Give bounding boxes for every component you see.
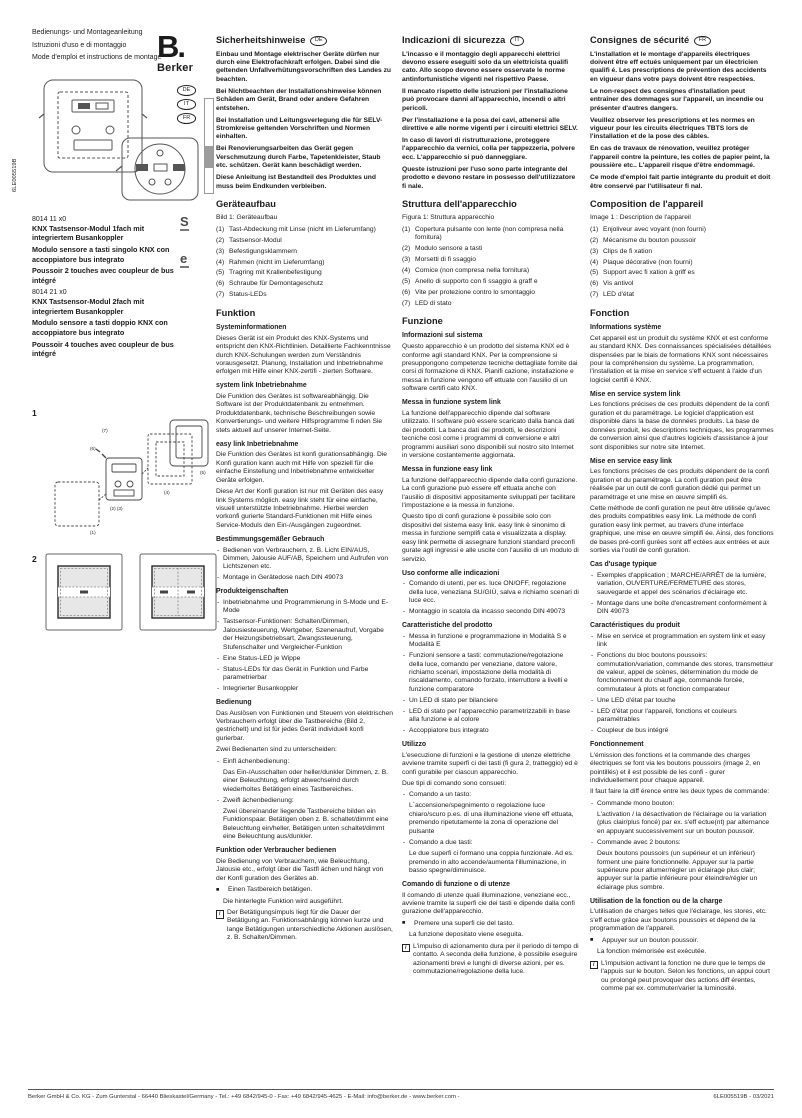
bullet-text: Tastsensor-Funktionen: Schalten/Dimmen, Jalousiesteuerung, Wertgeber, Szenenaufruf, Vorgabe der Heizungsbetriebsart, Zwangssteuerung, Stufenschalter und Vergleicher-Funktion: [223, 618, 384, 651]
bullet-text: Montage in Gerätedose nach DIN 49073: [223, 574, 344, 582]
bullet-item: [590, 600, 774, 617]
subsection-heading: Funktion oder Verbraucher bedienen: [216, 847, 337, 855]
bullet-text: Mise en service et programmation en system link et easy link: [597, 632, 766, 649]
note-text: Der Betätigungsimpuls liegt für die Dauer der Betätigung an. Funktionsabhängig können kurze und lange Betätigungen unterschiedliche Aktionen auslösen, z. B. Schalten/Dimmen.: [227, 909, 393, 942]
safety-paragraph: Bei Nichtbeachten der Installationshinweise können Schäden am Gerät, Brand oder andere Gefahren entstehen.: [216, 87, 382, 112]
bullet-text: Messa in funzione e programmazione in Modalità S e Modalità E: [409, 632, 567, 649]
paragraph: Il faut faire la diff érence entre les deux types de commande:: [590, 788, 770, 796]
bullet-item: [402, 580, 579, 605]
step-text: Appuyer sur un bouton poussoir.: [602, 936, 699, 944]
legend-number: (1): [402, 225, 411, 233]
legend-number: (1): [216, 225, 225, 233]
safety-paragraph: In caso di lavori di ristrutturazione, proteggere l'apparecchio da vernici, colla per tappezzeria, polvere ecc. L'apparecchio si può danneggiare.: [402, 136, 575, 161]
knx-s-mode-icon: S: [180, 214, 189, 229]
section-heading: [402, 35, 579, 46]
legend-text: Mécanisme du bouton poussoir: [603, 236, 696, 244]
dash-bullet: -: [591, 707, 594, 715]
language-badge-de: DE: [177, 85, 196, 96]
paragraph: L'utilisation de charges telles que l'éclairage, les stores, etc. s'eff ectue grâce aux boutons poussoirs et dépend de la programmation de l'appareil.: [590, 908, 767, 933]
bullet-item: [590, 652, 774, 694]
bullet-text: Commande mono bouton:: [597, 799, 675, 807]
paragraph: Les fonctions précises de ces produits dépendent de la confi guration et du paramétrage. Le logiciel d'application est disponible dans la base de données produits. La base de données produit, les descriptions techniques, les programmes de conversion ainsi que d'autres logiciels d'assistance à jour sont disponibles sur notre site Internet.: [590, 401, 774, 451]
bullet-text: Einfl ächenbedienung:: [223, 757, 290, 765]
subsection-heading: Messa in funzione system link: [402, 399, 501, 407]
legend-number: (5): [216, 269, 225, 277]
legend-text: LED di stato: [415, 299, 452, 307]
legend-number: (5): [590, 269, 599, 277]
svg-text:(2) (3): (2) (3): [110, 506, 123, 511]
section-heading: Geräteaufbau: [216, 199, 276, 210]
language-badge-inline: DE: [310, 36, 327, 47]
column-german: [216, 35, 393, 946]
paragraph: Cette méthode de confi guration ne peut être utilisée qu'avec des produits compatibles easy link. La méthode de confi guration easy link permet, au travers d'une interface graphique, une mise en œuvre simplifi ée. Ainsi, des fonctions de bases pré-confi gurées sont aff ectées aux entrées et aux sorties via l'outil de confi guration.: [590, 505, 774, 555]
dash-bullet: -: [403, 707, 406, 715]
product-name-it: Modulo sensore a tasti singolo KNX con accoppiatore bus integrato: [32, 245, 170, 264]
bullet-item: [402, 708, 579, 725]
paragraph: Dieses Gerät ist ein Produkt des KNX-Systems und entspricht den KNX-Richtlinien. Detaillierte Fachkenntnisse durch KNX-Schulungen werden zum Verständnis vorausgesetzt. Planung, Installation und Inbetriebnahme erfolgen mit Hilfe einer KNX-zertifi - zierten Software.: [216, 334, 391, 376]
paragraph: Questo apparecchio è un prodotto del sistema KNX ed è conforme agli standard KNX. Per la comprensione si presuppongono competenze tecniche dettagliate fornite dai corsi di formazione di KNX. Pianifi cazione, installazione e messa in funzione vengono eff ettuate con l'ausilio di un software certifi cato KNX.: [402, 343, 578, 393]
bullet-item: [216, 618, 393, 652]
subsection-heading: Utilisation de la fonction ou de la charge: [590, 897, 723, 905]
legend-number: (7): [216, 291, 225, 299]
note-text: L'impulso di azionamento dura per il periodo di tempo di contatto. A seconda della funzione, è possibile eseguire azionamenti brevi e lunghi di diverse azioni, per es. commutazione/regolazione della luce.: [413, 942, 579, 976]
paragraph: L'esecuzione di funzioni e la gestione di utenze elettriche avviene tramite superfi ci dei tasti (fi gura 2, tratteggio) ed è confi gurabile per ciascun apparecchio.: [402, 751, 578, 776]
bullet-text: Accoppiatore bus integrato: [409, 727, 489, 735]
bullet-item: [402, 608, 579, 616]
step-text: Einen Tastbereich betätigen.: [228, 886, 313, 894]
sub-paragraph: La funzione depositato viene eseguita.: [409, 931, 524, 939]
subsection-heading: easy link Inbetriebnahme: [216, 440, 299, 448]
paragraph: Die Funktion des Gerätes ist softwareabhängig. Die Software ist der Produktdatenbank zu entnehmen. Produktdatenbank, technische Beschreibungen sowie Konvertierungs- und weitere Hilfsprogramme fi nden Sie stets aktuell auf unserer Internet-Seite.: [216, 393, 383, 434]
legend-text: Enjoliveur avec voyant (non fourni): [603, 225, 706, 233]
dash-bullet: -: [403, 580, 406, 588]
bullet-text: Montaggio in scatola da incasso secondo DIN 49073: [409, 608, 566, 616]
dash-bullet: -: [591, 799, 594, 807]
legend-text: Tragring mit Krallenbefestigung: [229, 269, 322, 277]
action-step: [590, 937, 774, 945]
safety-paragraph: Veuillez observer les prescriptions et les normes en vigueur pour les circuits électriques TBTS lors de l'installation et de la pose des câbles.: [590, 116, 755, 141]
subsection-heading: Informations système: [590, 323, 662, 331]
info-icon: i: [402, 944, 410, 953]
title-it: Istruzioni d'uso e di montaggio: [32, 41, 127, 49]
sub-paragraph: Die hinterlegte Funktion wird ausgeführt.: [223, 897, 344, 905]
heading-text: Sicherheitshinweise: [216, 35, 306, 45]
legend-text: Vis antivol: [603, 280, 634, 288]
action-step: [216, 886, 393, 894]
dash-bullet: -: [217, 757, 220, 765]
dash-bullet: -: [217, 684, 220, 692]
bullet-text: Un LED di stato per bilanciere: [409, 696, 498, 704]
column-french: [590, 35, 774, 996]
subsection-heading: Bestimmungsgemäßer Gebrauch: [216, 535, 325, 543]
dash-bullet: -: [591, 632, 594, 640]
legend-text: Modulo sensore a tasti: [415, 245, 483, 253]
bullet-text: Comando di utenti, per es. luce ON/OFF, regolazione della luce, veneziana SU/GIÙ, salva e richiamo scenari di luce ecc.: [409, 580, 579, 605]
figure-1-label: 1: [32, 408, 37, 418]
subsection-heading: Cas d'usage typique: [590, 561, 657, 569]
title-de: Bedienungs- und Montageanleitung: [32, 29, 143, 36]
dash-bullet: -: [217, 665, 220, 673]
bullet-item: [216, 655, 393, 663]
dash-bullet: -: [217, 654, 220, 662]
bullet-text: Integrierter Busankoppler: [223, 684, 299, 692]
safety-paragraph: Il mancato rispetto delle istruzioni per l'installazione può provocare danni all'apparecchio, incendi o altri pericoli.: [402, 87, 568, 112]
dash-bullet: -: [403, 632, 406, 640]
legend-text: Cornice (non compresa nella fornitura): [415, 266, 530, 274]
subsection-heading: Caratteristiche del prodotto: [402, 622, 493, 629]
column-italian: [402, 35, 579, 980]
legend-text: Support avec fi xation à griff es: [603, 269, 695, 277]
dash-bullet: -: [403, 608, 406, 616]
dash-bullet: -: [217, 796, 220, 804]
heading-text: Consignes de sécurité: [590, 35, 690, 45]
square-bullet-icon: ■: [216, 886, 220, 893]
section-heading: Composition de l'appareil: [590, 199, 704, 210]
legend-number: (7): [590, 291, 599, 299]
figure-2-switch-fronts: [42, 550, 220, 636]
info-icon: i: [216, 910, 224, 919]
step-text: Premere una superfi cie del tasto.: [414, 919, 514, 927]
footer-divider: [28, 1089, 774, 1090]
figure-legend-item: [216, 259, 393, 267]
bullet-text: Exemples d'application ; MARCHE/ARRÊT de la lumière, variation, OUVERTURE/FERMETURE des stores, sauvegarde et appel des scénarios d'éclairage etc.: [597, 571, 767, 596]
legend-text: Tastsensor-Modul: [229, 236, 282, 244]
paragraph: Il comando di utenze quali illuminazione, veneziane ecc., avviene tramite la superfi cie dei tasti e dipende dalla confi gurazione dell'apparecchio.: [402, 891, 575, 916]
language-badge-fr: FR: [177, 113, 196, 124]
legend-number: (3): [402, 256, 411, 263]
dash-bullet: -: [591, 696, 594, 704]
safety-paragraph: Bei Renovierungsarbeiten das Gerät gegen Verschmutzung durch Farbe, Tapetenkleister, Staub etc. schützen. Gerät kann beschädigt werden.: [216, 145, 381, 170]
safety-paragraph: Per l'installazione e la posa dei cavi, attenersi alle direttive e alle norme vigenti per i circuiti elettrici SELV.: [402, 116, 578, 132]
safety-paragraph: Einbau und Montage elektrischer Geräte dürfen nur durch eine Elektrofachkraft erfolgen. Dabei sind die geltenden Unfallverhütungsvorschriften des Landes zu beachten.: [216, 50, 392, 83]
figure-legend-item: [402, 300, 579, 308]
bullet-item: [216, 797, 393, 805]
dash-bullet: -: [217, 546, 220, 554]
info-icon: i: [590, 961, 598, 970]
figure-legend-item: [590, 248, 774, 256]
legend-number: (4): [590, 258, 599, 266]
section-heading: Funktion: [216, 307, 256, 318]
sub-paragraph: Zwei übereinander liegende Tastbereiche bilden ein Funktionspaar. Betätigen oben z. B. schaltet/dimmt eine Beleuchtung ein/heller, Betätigen unten schaltet/dimmt eine Beleuchtung aus/dunkler.: [223, 807, 389, 841]
figure-legend-item: [216, 226, 393, 234]
paragraph: Les fonctions précises de ces produits dépendent de la confi guration et du paramétrage. La confi guration peut être réalisée par un outil de confi guration dédié qui permet un paramétrage et une mise en œuvre simplifi és.: [590, 468, 770, 501]
dash-bullet: -: [217, 618, 220, 626]
bullet-text: LED d'état pour l'appareil, fonctions et couleurs paramétrables: [597, 707, 737, 724]
legend-number: (6): [590, 280, 599, 288]
figure-legend-item: [216, 237, 393, 245]
bullet-text: Inbetriebnahme und Programmierung in S-Mode und E-Mode: [223, 598, 389, 615]
paragraph: Figura 1: Struttura apparecchio: [402, 214, 495, 222]
product-code: 8014 11 x0: [32, 216, 67, 223]
section-heading: Funzione: [402, 316, 443, 327]
bullet-item: [590, 697, 774, 705]
sub-paragraph: L´accensione/spegnimento o regolazione luce chiaro/scuro p.es. di una illuminazione viene eff ettuata, premendo ripetutamente la zona di operazione del pulsante: [409, 802, 574, 835]
square-bullet-icon: ■: [590, 937, 594, 944]
berker-logo: [157, 29, 207, 74]
svg-text:(6): (6): [90, 446, 96, 451]
paragraph: Das Auslösen von Funktionen und Steuern von elektrischen Verbrauchern erfolgt über die Tastbereiche (Bild 2, gestrichelt) und ist für jedes Gerät individuell konfi gurierbar.: [216, 709, 393, 742]
svg-text:(4): (4): [164, 490, 170, 495]
bullet-text: Comando a due tasti:: [409, 839, 473, 847]
bullet-text: Bedienen von Verbrauchern, z. B. Licht EIN/AUS, Dimmen, Jalousie AUF/AB, Speichern und Aufrufen von Lichtszenen etc.: [223, 546, 389, 571]
product-code: 8014 21 x0: [32, 289, 67, 297]
paragraph: La funzione dell'apparecchio dipende dalla confi gurazione. La confi gurazione può essere eff ettuata anche con l'ausilio di dispositivi appositamente sviluppati per facilitare l'impostazione e la messa in funzione.: [402, 476, 578, 509]
bullet-item: [590, 633, 774, 650]
dash-bullet: -: [591, 727, 594, 735]
safety-paragraph: Le non-respect des consignes d'installation peut entraîner des dommages sur l'appareil, un incendie ou présenter d'autres dangers.: [590, 87, 764, 112]
dash-bullet: -: [591, 599, 594, 607]
language-badge-inline: FR: [694, 36, 710, 47]
legend-text: Tast-Abdeckung mit Linse (nicht im Lieferumfang): [229, 225, 376, 233]
svg-text:(7): (7): [102, 428, 108, 433]
bullet-item: [590, 727, 774, 735]
bullet-item: [216, 574, 393, 582]
product-name-it: Modulo sensore a tasti doppio KNX con accoppiatore bus integrato: [32, 318, 168, 337]
legend-number: (4): [216, 258, 225, 266]
legend-number: (4): [402, 266, 411, 274]
paragraph: Die Bedienung von Verbrauchern, wie Beleuchtung, Jalousie etc., erfolgt über die Tastfl ächen und hängt von der Konfi guration des Gerätes ab.: [216, 857, 384, 882]
product-name-de: KNX Tastsensor-Modul 2fach mit integriertem Busankoppler: [32, 297, 145, 316]
bullet-item: [402, 839, 579, 847]
subsection-heading: Comando di funzione o di utenze: [402, 880, 510, 888]
legend-number: (3): [216, 247, 225, 255]
figure-legend-item: [402, 278, 579, 286]
product-name-de: KNX Tastsensor-Modul 1fach mit integriertem Busankoppler: [32, 224, 145, 243]
figure-legend-item: [216, 248, 393, 256]
subsection-heading: Fonctionnement: [590, 741, 644, 748]
section-heading: Fonction: [590, 307, 630, 318]
legend-text: Plaque décorative (non fourni): [603, 258, 693, 266]
bullet-item: [216, 547, 393, 572]
figure-legend-item: [216, 269, 393, 277]
note-text: L'impulsion activant la fonction ne dure que le temps de l'appuis sur le bouton. Selon les fonctions, un appui court ou prolongé peut provoquer des actions diff érentes, comme par ex. commuter/varier la luminosité.: [601, 959, 770, 992]
legend-text: Vite per protezione contro lo smontaggio: [415, 288, 535, 296]
figure-legend-item: [402, 289, 579, 297]
legend-number: (2): [216, 236, 225, 244]
legend-text: Anello di supporto con fi ssaggio a graff e: [415, 277, 538, 285]
legend-text: Copertura pulsante con lente (non compresa nella fornitura): [415, 225, 564, 242]
dash-bullet: -: [403, 839, 406, 847]
paragraph: Questo tipo di confi gurazione è possibile solo con dispositivi del sistema easy link. easy link è sinonimo di messa in funzione semplifi cata e visualizzata a display. easy link permette di assegnare funzioni standard preconfi gurate agli ingressi e alle uscite con l'ausilio di un modulo di servizio.: [402, 513, 579, 563]
sub-paragraph: Le due superfi ci formano una coppia funzionale. Ad es. premendo in alto accende/aumenta l'illuminazione, in basso spegne/diminuisce.: [409, 850, 574, 874]
dash-bullet: -: [403, 791, 406, 799]
legend-number: (3): [590, 247, 599, 255]
figure-legend-item: [590, 259, 774, 267]
knx-e-mode-icon: e: [180, 251, 188, 266]
figure-legend-item: [402, 256, 579, 264]
dash-bullet: -: [591, 652, 594, 660]
bullet-text: Comando a un tasto:: [409, 791, 472, 799]
print-mark-gray-block: [205, 146, 213, 168]
figure-legend-item: [402, 245, 579, 253]
sub-paragraph: La fonction mémorisée est exécutée.: [597, 948, 707, 956]
bullet-text: Coupleur de bus intégré: [597, 727, 669, 735]
subsection-heading: Messa in funzione easy link: [402, 466, 493, 473]
dash-bullet: -: [217, 598, 220, 606]
dash-bullet: -: [591, 839, 594, 847]
paragraph: La funzione dell'apparecchio dipende dal software utilizzato. Il software può essere scaricato dalla banca dati dei prodotti. La banca dati dei prodotti, le descrizioni tecniche così come i programmi di conversione e altri programmi ausiliari sono disponibili sul nostro sito Internet in versione costantemente aggiornata.: [402, 409, 575, 460]
legend-number: (6): [216, 280, 225, 288]
legend-text: Rahmen (nicht im Lieferumfang): [229, 258, 325, 266]
bullet-text: LED di stato per l'apparecchio parametrizzabili in base alla funzione e al colore: [409, 707, 571, 724]
bullet-item: [216, 599, 393, 616]
paragraph: Due tipi di comando sono consueti:: [402, 780, 507, 787]
subsection-heading: Uso conforme alle indicazioni: [402, 569, 500, 577]
dash-bullet: -: [403, 652, 406, 660]
paragraph: Die Funktion des Gerätes ist konfi gurationsabhängig. Die Konfi guration kann auch mit Hilfe von speziell für die einfache Einstellung und Inbetriebnahme entwickelter Geräte erfolgen.: [216, 451, 387, 484]
figure-legend-item: [590, 226, 774, 234]
bullet-item: [590, 572, 774, 597]
legend-text: Befestigungsklammern: [229, 247, 298, 255]
legend-text: Status-LEDs: [229, 291, 267, 299]
bullet-text: Commande avec 2 boutons:: [597, 839, 681, 847]
info-note: [402, 943, 579, 977]
bullet-text: Eine Status-LED je Wippe: [223, 654, 301, 662]
svg-text:(5): (5): [200, 470, 206, 475]
square-bullet-icon: ■: [402, 920, 406, 927]
bullet-item: [216, 666, 393, 683]
subsection-heading: Informazioni sul sistema: [402, 332, 483, 340]
subsection-heading: Utilizzo: [402, 741, 427, 748]
info-note: [216, 909, 393, 943]
subsection-heading: Systeminformationen: [216, 323, 287, 331]
paragraph: Cet appareil est un produit du système KNX et est conforme au standard KNX. Des connaissances spécialisées détaillées dispensées par le biais de formations KNX sont nécessaires pour la compréhension du système. La programmation, l'installation et la mise en service s'eff ectuent à l'aide d'un logiciel certifi é KNX.: [590, 334, 772, 384]
safety-paragraph: Diese Anleitung ist Bestandteil des Produktes und muss beim Endkunden verbleiben.: [216, 174, 376, 190]
bullet-item: [216, 685, 393, 693]
figure-legend-item: [590, 280, 774, 288]
subsection-heading: Mise en service system link: [590, 390, 681, 398]
figure-legend-item: [216, 291, 393, 299]
bullet-text: Une LED d'état par touche: [597, 696, 676, 704]
subsection-heading: Bedienung: [216, 698, 252, 706]
document-titles: [32, 28, 164, 66]
paragraph: Image 1 : Description de l'appareil: [590, 214, 691, 222]
safety-paragraph: L'incasso e il montaggio degli apparecchi elettrici devono essere eseguiti solo da un elettricista qualifi cato. Allo scopo devono essere osservate le norme antinfortunistiche vigenti nel rispettivo Paese.: [402, 50, 569, 83]
product-list: [32, 212, 184, 361]
bullet-text: Fonctions du bloc boutons poussoirs: commutation/variation, commande des stores, transmetteur de valeur, appel de scènes, détermination du mode de fonctionnement du chauff age, commande forcée, commutateur à plots et fonction comparateur: [597, 652, 774, 693]
info-note: [590, 960, 774, 994]
figure-legend-item: [590, 291, 774, 299]
subsection-heading: Mise en service easy link: [590, 457, 672, 465]
subsection-heading: Caractéristiques du produit: [590, 622, 680, 629]
safety-paragraph: Bei Installation und Leitungsverlegung die für SELV-Stromkreise geltenden Vorschriften und Normen einhalten.: [216, 116, 383, 141]
legend-text: LED d'état: [603, 291, 635, 299]
language-badge-inline: IT: [510, 36, 524, 47]
safety-paragraph: En cas de travaux de rénovation, veuillez protéger l'appareil contre la peinture, les colles de papier peint, la poussière etc.. L'appareil risque d'être endommagé.: [590, 145, 770, 170]
bullet-text: Montage dans une boîte d'encastrement conformément à DIN 49073: [597, 599, 767, 616]
legend-number: (6): [402, 288, 411, 296]
legend-number: (1): [590, 225, 599, 233]
paragraph: L'émission des fonctions et la commande des charges électriques se font via les boutons poussoirs (image 2, en pointillés) et il est possible de les confi - gurer individuellement pour chaque appareil.: [590, 751, 761, 784]
paragraph: Diese Art der Konfi guration ist nur mit Geräten des easy link Systems möglich. easy link steht für eine einfache, visuell unterstützte Inbetriebnahme. Hierbei werden vorkonfi gurierte Standard-Funktionen mit Hilfe eines Service-Moduls den Ein-/Ausgängen zugeordnet.: [216, 488, 384, 529]
sub-paragraph: L'activation / la désactivation de l'éclairage ou la variation (plus clair/plus foncé) par ex. s'eff ectue(nt) par alternance en appuyant successivement sur un bouton poussoir.: [597, 810, 770, 835]
legend-number: (2): [402, 245, 411, 253]
bullet-item: [402, 697, 579, 705]
dash-bullet: -: [403, 727, 406, 735]
figure-legend-item: [402, 226, 579, 243]
document-code-vertical: 6LE005519B: [12, 158, 18, 192]
product-name-fr: Poussoir 2 touches avec coupleur de bus intégré: [32, 266, 174, 285]
bullet-item: [590, 708, 774, 725]
dash-bullet: -: [217, 574, 220, 582]
bullet-item: [402, 727, 579, 735]
bullet-item: [590, 800, 774, 808]
footer-doc-code: 6LE005519B - 03/2021: [713, 1094, 774, 1100]
footer: [28, 1094, 774, 1100]
action-step: [402, 920, 579, 928]
language-badge-it: IT: [177, 99, 196, 110]
footer-company-line: Berker GmbH & Co. KG - Zum Gunterstal - 66440 Blieskastel/Germany - Tel.: +49 6842/945-0 - Fax: +49 6842/945-4625 - E-Mail: info@berker.de - www.berker.com -: [28, 1094, 460, 1100]
paragraph: Bild 1: Geräteaufbau: [216, 214, 278, 222]
figure-legend-item: [216, 280, 393, 288]
product-exploded-drawing: [34, 74, 206, 204]
bullet-text: Funzioni sensore a tasti: commutazione/regolazione della luce, comando per veneziane, datore valore, richiamo scenari, impostazione della modalità di riscaldamento, comando forzato, interruttore a livelli e funzione comparatore: [409, 652, 568, 693]
svg-text:(1): (1): [90, 530, 96, 535]
sub-paragraph: Deux boutons poussoirs (un supérieur et un inférieur) forment une paire fonctionnelle. Appuyer sur la partie supérieure pour allumer/régler un éclairage plus clair; appuyer sur la partie inférieure pour éteindre/régler un éclairage plus sombre.: [597, 850, 758, 891]
title-fr: Mode d'emploi et instructions de montage: [32, 54, 162, 62]
figure-legend-item: [402, 267, 579, 275]
bullet-item: [402, 633, 579, 650]
legend-number: (7): [402, 299, 411, 307]
subsection-heading: system link Inbetriebnahme: [216, 382, 307, 390]
legend-text: Schraube für Demontageschutz: [229, 280, 324, 288]
section-heading: [216, 35, 393, 46]
dash-bullet: -: [591, 571, 594, 579]
section-heading: [590, 35, 774, 46]
bullet-item: [402, 791, 579, 799]
berker-logo-mark: B.: [157, 29, 184, 64]
paragraph: Zwei Bedienarten sind zu unterscheiden:: [216, 746, 337, 754]
subsection-heading: Produkteigenschaften: [216, 588, 289, 596]
legend-number: (2): [590, 236, 599, 244]
bullet-item: [590, 839, 774, 847]
berker-logo-name: Berker: [157, 61, 194, 74]
dash-bullet: -: [403, 696, 406, 704]
bullet-item: [402, 652, 579, 694]
bullet-item: [216, 758, 393, 766]
bullet-text: Zweifl ächenbedienung:: [223, 796, 294, 804]
sub-paragraph: Das Ein-/Ausschalten oder heller/dunkler Dimmen, z. B. einer Beleuchtung, erfolgt abwechselnd durch wiederholtes Betätigen eines Tastbereiches.: [223, 768, 389, 793]
product-name-fr: Poussoir 4 touches avec coupleur de bus intégré: [32, 339, 174, 358]
figure-2-label: 2: [32, 554, 37, 564]
safety-paragraph: L'installation et le montage d'appareils électriques doivent être eff ectués uniquement par un électricien qualifi é. Les prescriptions de prévention des accidents en vigueur dans votre pays doivent être respectées.: [590, 50, 767, 83]
safety-paragraph: Ce mode d'emploi fait partie intégrante du produit et doit être conservé par l'utilisateur fi nal.: [590, 174, 771, 190]
figure-1-exploded-view: [52, 418, 210, 546]
heading-text: Indicazioni di sicurezza: [402, 35, 506, 45]
legend-text: Clips de fi xation: [603, 247, 653, 255]
section-heading: Struttura dell'apparecchio: [402, 199, 517, 210]
safety-paragraph: Queste istruzioni per l'uso sono parte integrante del prodotto e devono restare in possesso dell'utilizzatore fi nale.: [402, 165, 576, 190]
legend-number: (5): [402, 277, 411, 285]
legend-text: Morsetti di fi ssaggio: [415, 256, 476, 263]
bullet-text: Status-LEDs für das Gerät in Funktion und Farbe parametrierbar: [223, 665, 369, 681]
figure-legend-item: [590, 269, 774, 277]
figure-legend-item: [590, 237, 774, 245]
